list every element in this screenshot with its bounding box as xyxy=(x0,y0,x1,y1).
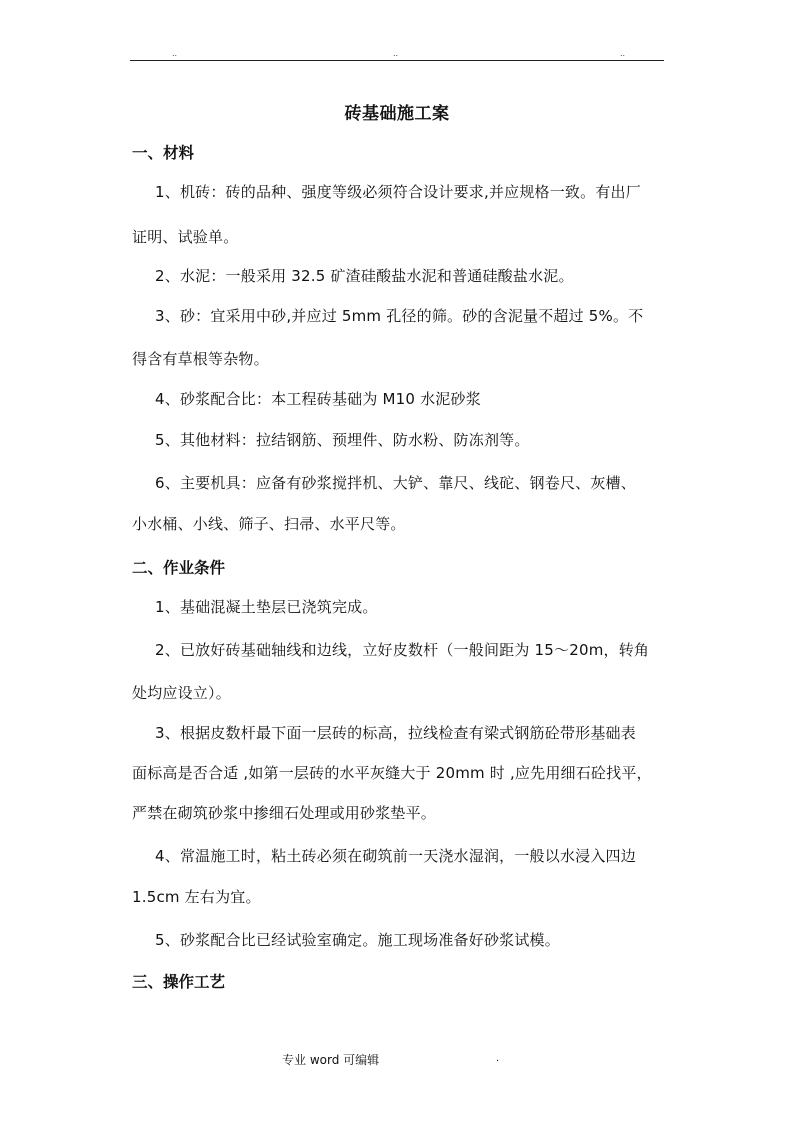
paragraph-line: 2、已放好砖基础轴线和边线，立好皮数杆（一般间距为 15～20m，转角 xyxy=(155,641,650,659)
paragraph-line: 严禁在砌筑砂浆中掺细石处理或用砂浆垫平。 xyxy=(132,804,437,822)
header-dot: .. xyxy=(620,49,626,58)
paragraph-line: 5、砂浆配合比已经试验室确定。施工现场准备好砂浆试模。 xyxy=(155,931,560,949)
section-heading-process: 三、操作工艺 xyxy=(132,973,226,991)
paragraph-line: 3、砂：宜采用中砂,并应过 5mm 孔径的筛。砂的含泥量不超过 5%。不 xyxy=(155,307,644,325)
paragraph-line: 2、水泥：一般采用 32.5 矿渣硅酸盐水泥和普通硅酸盐水泥。 xyxy=(155,267,574,285)
paragraph-line: 小水桶、小线、筛子、扫帚、水平尺等。 xyxy=(132,515,406,533)
paragraph-line: 1.5cm 左右为宜。 xyxy=(132,888,261,906)
paragraph-line: 6、主要机具：应备有砂浆搅拌机、大铲、靠尺、线砣、钢卷尺、灰槽、 xyxy=(155,474,636,492)
paragraph-line: 证明、试验单。 xyxy=(132,228,239,246)
section-heading-materials: 一、材料 xyxy=(132,144,195,162)
section-heading-conditions: 二、作业条件 xyxy=(132,559,226,577)
header-rule xyxy=(130,60,664,61)
paragraph-line: 3、根据皮数杆最下面一层砖的标高，拉线检查有梁式钢筋砼带形基础表 xyxy=(155,724,636,742)
paragraph-line: 4、常温施工时，粘土砖必须在砌筑前一天浇水湿润，一般以水浸入四边 xyxy=(155,847,636,865)
footer-text: 专业 word 可编辑 xyxy=(282,1053,380,1067)
footer-dot: . xyxy=(496,1053,500,1064)
header-dot: .. xyxy=(172,49,178,58)
paragraph-line: 5、其他材料：拉结钢筋、预埋件、防水粉、防冻剂等。 xyxy=(155,431,530,449)
paragraph-line: 面标高是否合适 ,如第一层砖的水平灰缝大于 20mm 时 ,应先用细石砼找平， xyxy=(132,764,652,782)
paragraph-line: 处均应设立）。 xyxy=(132,684,231,702)
paragraph-line: 4、砂浆配合比：本工程砖基础为 M10 水泥砂浆 xyxy=(155,390,481,408)
paragraph-line: 1、基础混凝土垫层已浇筑完成。 xyxy=(155,598,378,616)
header-dot: .. xyxy=(393,49,399,58)
page-title: 砖基础施工案 xyxy=(344,104,450,124)
paragraph-line: 得含有草根等杂物。 xyxy=(132,350,269,368)
paragraph-line: 1、机砖：砖的品种、强度等级必须符合设计要求,并应规格一致。有出厂 xyxy=(155,183,641,201)
